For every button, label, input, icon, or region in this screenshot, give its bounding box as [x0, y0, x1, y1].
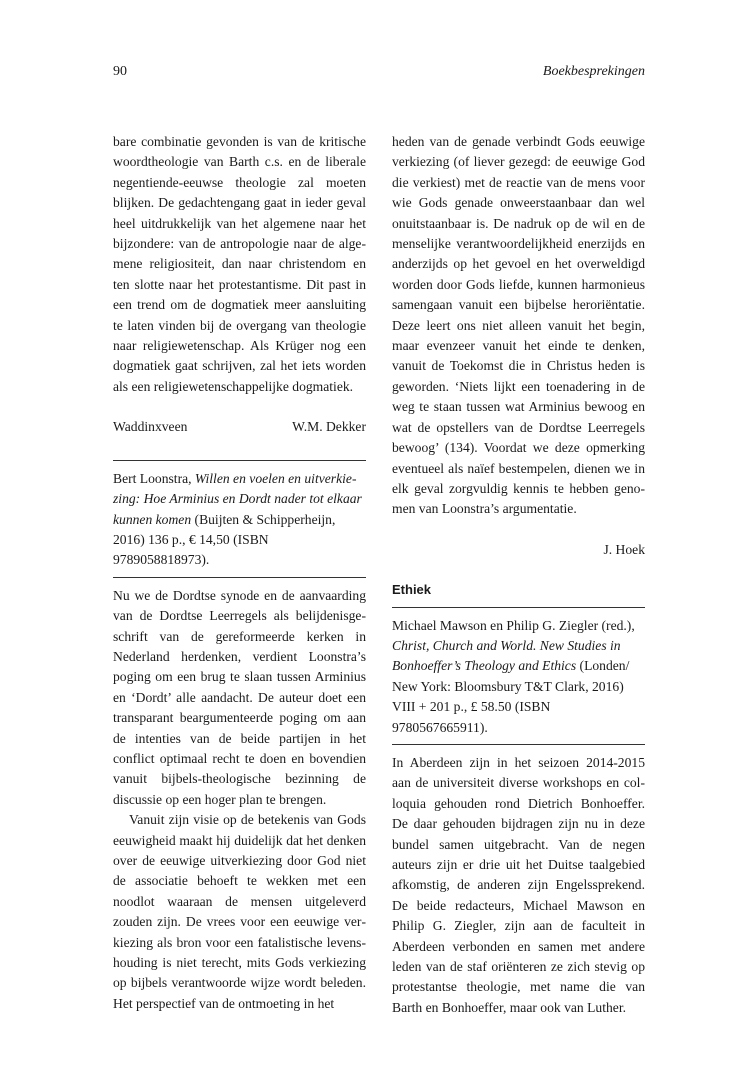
signature-author: J. Hoek: [603, 541, 645, 557]
book-title: Christ, Church and World. New Studies in Bonhoeffer’s Theology and Ethics: [392, 637, 621, 674]
book-details: (Buijten & Schipperheijn, 2016) 136 p., € 14,50 (ISBN 9789058818973).: [113, 511, 336, 568]
running-title: Boekbesprekingen: [542, 64, 645, 79]
body-paragraph: Nu we de Dordtse synode en de aanvaarding van de Dordtse Leerregels als belijdenisgeschrift van de gereformeerde kerken in Nederland herdenken, verdient Loonstra’s poging om een brug te slaan tussen Arminius en ‘Dordt’ alle aandacht. De auteur doet een transparant beargumenteerde poging om aan de intenties van de beide partijen in het conflict optimaal recht te doen en bovendien vanuit bijbels-theologische bezinning de discussie op een hoger plan te brengen.: [113, 587, 366, 807]
book-reference: [113, 469, 366, 571]
page-number: 90: [113, 64, 127, 79]
body-paragraph: In Aberdeen zijn in het seizoen 2014-2015 aan de universiteit diverse workshops en colloquia gehouden rond Dietrich Bonhoeffer. De daar gehouden bijdragen zijn nu in deze bundel samen uitgebracht. Van de negen auteurs zijn er drie uit het Duitse taalgebied afkomstig, de anderen zijn Engelssprekend. De beide redacteurs, Michael Mawson en Philip G. Ziegler, zijn aan de faculteit in Aberdeen verbonden en samen met andere leden van de staf oriënteren ze zich stevig op protestantse theologie, met name die van Barth en Bonhoeffer, maar ook van Luther.: [392, 754, 645, 1015]
body-paragraph: heden van de genade verbindt Gods eeuwige verkiezing (of liever gezegd: de eeuwige God die verkiest) met de reactie van de mens voor wie Gods genade onweerstaanbaar dan wel onuitstaanbaar is. De nadruk op de wil en de menselijke verantwoordelijkheid enerzijds en anderzijds op het gevoel en het overweldigd worden door Gods liefde, kunnen harmonieus samengaan vanuit een bijbelse heroriëntatie. Deze leert ons niet alleen vanuit het begin, maar evenzeer vanuit het einde te denken, vanuit de Toekomst die in Christus heden is geworden. ‘Niets lijkt een toenadering in de weg te staan tussen wat Arminius bewoog en wat de opstellers van de Dordtse Leerregels bewoog’ (134). Voordat we deze opmerking eventueel als naïef bestempelen, dienen we in elk geval zorgvuldig kennis te hebben genomen van Loonstra’s argumentatie.: [392, 134, 645, 517]
review-signature: [113, 417, 366, 437]
book-title: Willen en voelen en uitverkiezing: Hoe Arminius en Dordt nader tot elkaar kunnen komen: [113, 470, 362, 527]
page-header: [113, 64, 645, 84]
right-column: [392, 132, 645, 1018]
signature-author: W.M. Dekker: [292, 419, 366, 435]
book-author: Bert Loonstra,: [113, 470, 195, 486]
body-paragraph: Vanuit zijn visie op de betekenis van Gods eeuwigheid maakt hij duidelijk dat het denken over de eeuwige uitverkiezing door God niet de associatie behoeft te wekken met een noodlot waaraan de mensen uitgeleverd zouden zijn. De vrees voor een eeuwige verkiezing als bron voor een fatalistische levenshouding is niet terecht, mits Gods verkiezing op bijbels verantwoorde wijze wordt beleden. Het perspectief van de ontmoeting in het: [113, 812, 366, 1011]
book-details: (Londen/ New York: Bloomsbury T&T Clark, 2016) VIII + 201 p., £ 58.50 (ISBN 9780567665911).: [392, 658, 630, 735]
left-column: [113, 132, 366, 1014]
section-heading: Ethiek: [392, 582, 432, 598]
book-author: Michael Mawson en Philip G. Ziegler (red.),: [392, 617, 635, 633]
body-paragraph: bare combinatie gevonden is van de kritische woordtheologie van Barth c.s. en de liberale negentiende-eeuwse theologie zal moeten blijken. De gedachtengang gaat in ieder geval heel uitdrukkelijk van het algemene naar het bijzondere: van de antropologie naar de algemene religiositeit, dan naar christendom en ten slotte naar het protestantisme. Dit past in een trend om de dogmatiek meer aansluiting te laten vinden bij de overgang van theologie naar religiewetenschap. Als Krüger nog een dogmatiek gaat schrijven, zal het iets worden als een religiewetenschappelijke dogmatiek.: [113, 134, 366, 394]
book-reference: [392, 616, 645, 738]
signature-place: Waddinxveen: [113, 419, 188, 435]
